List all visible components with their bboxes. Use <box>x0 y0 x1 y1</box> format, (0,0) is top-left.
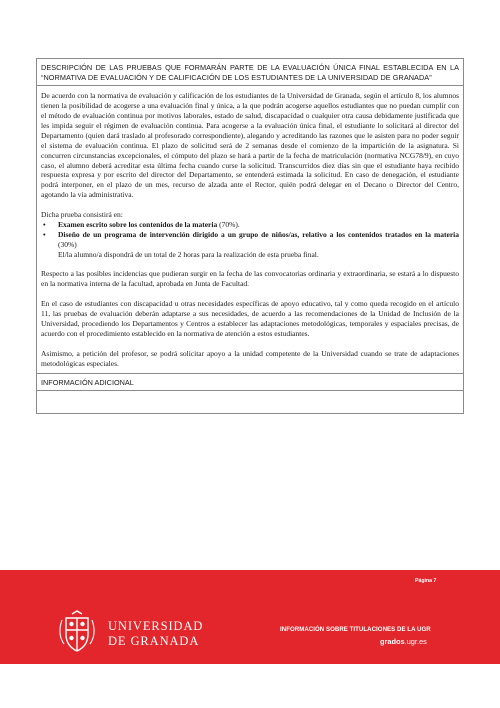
paragraph-disability: En el caso de estudiantes con discapacidad u otras necesidades específicas de apoyo educativo, tal y como queda recogido en el artículo 11, las pruebas de evaluación deberán adaptarse a sus necesidades, de acuerdo a las recomendaciones de la Unidad de Inclusión de la Universidad, procediendo los Departamentos y Centros a establecer las adaptaciones metodológicas, temporales y espaciales precisas, de acuerdo con el procedimiento establecido en la normativa de atención a estos estudiantes. <box>41 299 459 338</box>
paragraph-support: Asimismo, a petición del profesor, se podrá solicitar apoyo a la unidad competente de la Universidad cuando se trate de adaptaciones metodológicas especiales. <box>41 348 459 368</box>
url-rest: .ugr.es <box>404 637 427 646</box>
additional-info-title: INFORMACIÓN ADICIONAL <box>37 374 463 392</box>
evaluation-table <box>36 58 464 414</box>
exam-components-list <box>41 220 459 260</box>
item-weight: (70%). <box>217 219 240 229</box>
additional-info-body <box>37 391 463 413</box>
university-name-line2: DE GRANADA <box>108 634 200 648</box>
list-item-note: El/la alumno/a dispondrá de un total de 2 horas para la realización de esta prueba final. <box>58 249 319 259</box>
item-title: Diseño de un programa de intervención dirigido a un grupo de niños/as, relativo a los contenidos tratados en la materia <box>58 229 459 239</box>
bullet-icon: • <box>43 219 46 229</box>
item-title: Examen escrito sobre los contenidos de la materia <box>58 219 218 229</box>
list-item <box>41 230 459 250</box>
degrees-info-title: INFORMACIÓN SOBRE TITULACIONES DE LA UGR <box>280 626 431 633</box>
page-number: Página 7 <box>415 578 437 584</box>
university-crest-icon <box>54 610 100 656</box>
section-title: DESCRIPCIÓN DE LAS PRUEBAS QUE FORMARÁN PARTE DE LA EVALUACIÓN ÚNICA FINAL ESTABLECIDA EN LA “NORMATIVA DE EVALUACIÓN Y DE CALIFICACIÓN DE LOS ESTUDIANTES DE LA UNIVERSIDAD DE GRANADA” <box>37 59 463 86</box>
university-name-line1: UNIVERSIDAD <box>108 619 204 633</box>
url-bold-part: grados <box>380 637 405 646</box>
exam-intro: Dicha prueba consistirá en: <box>41 210 123 220</box>
section-body <box>37 86 463 373</box>
degrees-url[interactable] <box>380 637 427 646</box>
paragraph-incidences: Respecto a las posibles incidencias que pudieran surgir en la fecha de las convocatorias ordinaria y extraordinaria, se estará a lo dispuesto en la normativa interna de la facultad, aprobada en Junta de Facultad. <box>41 269 459 289</box>
item-weight: (30%) <box>58 239 77 249</box>
paragraph-evaluation-rules: De acuerdo con la normativa de evaluación y calificación de los estudiantes de la Universidad de Granada, según el artículo 8, los alumnos tienen la posibilidad de acogerse a una evaluación final y única, a la que podrán acogerse aquellos estudiantes que no puedan cumplir con el método de evaluación continua por motivos laborales, estado de salud, discapacidad o cualquier otra causa debidamente justificada que les impida seguir el régimen de evaluación continua. Para acogerse a la evaluación única final, el estudiante lo solicitará al director del Departamento (quien dará traslado al profesorado correspondiente), alegando y acreditando las razones que le asisten para no poder seguir el sistema de evaluación continua. El plazo de solicitud será de 2 semanas desde el comienzo de la impartición de la asignatura. Si concurren circunstancias excepcionales, el cómputo del plazo se hará a partir de la fecha de matriculación (normativa NCG78/9), en cuyo caso, el alumno deberá acreditar esta última fecha cuando curse la solicitud. Transcurridos diez días sin que el estudiante haya recibido respuesta expresa y por escrito del director del Departamento, se entenderá estimada la solicitud. En caso de denegación, el estudiante podrá interponer, en el plazo de un mes, recurso de alzada ante el Rector, quién podrá delegar en el Decano o Director del Centro, agotando la vía administrativa. <box>41 91 459 200</box>
bullet-icon: • <box>43 229 46 239</box>
list-item <box>41 220 459 230</box>
